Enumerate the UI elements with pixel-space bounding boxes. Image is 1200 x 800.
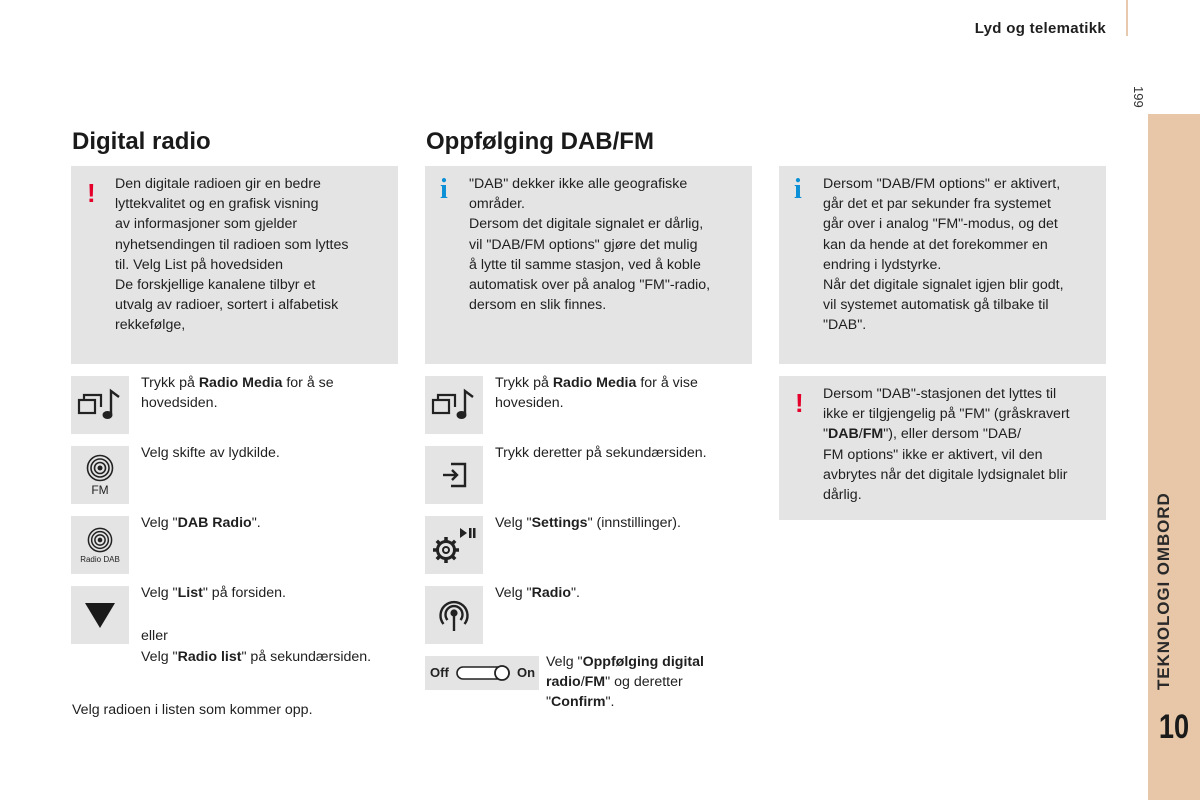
warning-text: Den digitale radioen gir en bedre lyttekvalitet og en grafisk visning av informasjoner som gjelder nyhetsendingen til radioen som lyttes til. Velg List på hovedsiden De forskjellige kanalene tilbyr et utvalg av radioer, sortert i alfabetisk rekkefølge, (115, 176, 349, 334)
step-tile-secondary-page (425, 446, 483, 504)
chapter-tab (1148, 114, 1200, 800)
fm-label: FM (91, 482, 109, 497)
warning-icon: ! (795, 388, 804, 418)
info-box-dab-coverage (425, 166, 752, 364)
step-tile-fm (71, 446, 129, 504)
step-text-settings: Velg "Settings" (innstillinger). (495, 515, 681, 531)
toggle-switch-icon (456, 664, 512, 682)
secondary-page-icon (439, 460, 469, 490)
dab-label: Radio DAB (80, 554, 120, 564)
radio-fm-icon (86, 454, 114, 482)
info-box-dab-fm-options (779, 166, 1106, 364)
step-tile-radio-media (71, 376, 129, 434)
step-text-radio-media: Trykk på Radio Media for å se hovedsiden. (141, 375, 334, 412)
triangle-down-icon (84, 601, 116, 629)
toggle-tile (425, 656, 539, 690)
media-note-icon (75, 385, 125, 425)
step-tile-radio-media-2 (425, 376, 483, 434)
step-text-dab: Velg "DAB Radio". (141, 515, 261, 531)
step-text-radio-list: Velg "Radio list" på sekundærsiden. (141, 649, 372, 665)
step-text-secondary-page: Trykk deretter på sekundærsiden. (495, 445, 707, 461)
warning-icon: ! (87, 178, 96, 208)
page-number: 199 (1131, 86, 1146, 108)
media-note-icon (429, 385, 479, 425)
info-text-coverage: "DAB" dekker ikke alle geografiske områder. Dersom det digitale signalet er dårlig, vil "DAB/FM options" gjøre det mulig å lytte til samme stasjon, ved å koble automatisk over på analog "FM"-radio, dersom en slik finnes. (469, 176, 711, 314)
footer-text: Velg radioen i listen som kommer opp. (72, 702, 313, 718)
heading-digital-radio: Digital radio (72, 128, 211, 155)
step-tile-radio (425, 586, 483, 644)
chapter-label: TEKNOLOGI OMBORD (1154, 492, 1173, 690)
step-text-list: Velg "List" på forsiden. (141, 585, 286, 601)
step-tile-settings (425, 516, 483, 574)
settings-gear-icon (432, 525, 476, 565)
radio-signal-icon (437, 597, 471, 633)
section-title: Lyd og telematikk (974, 20, 1106, 37)
warning-box-digital-radio (71, 166, 398, 364)
warning-box-dab-station (779, 376, 1106, 520)
warning-text-station: Dersom "DAB"-stasjonen det lyttes til ikke er tilgjengelig på "FM" (gråskravert "DAB/FM"), eller dersom "DAB/ FM options" ikke er aktivert, vil den avbrytes når det digitale lydsignalet blir dårlig. (823, 386, 1070, 504)
toggle-on-label: On (517, 665, 536, 680)
toggle-off-label: Off (430, 665, 449, 680)
info-icon: i (440, 174, 448, 205)
step-text-fm: Velg skifte av lydkilde. (141, 445, 280, 461)
or-text: eller (141, 628, 168, 644)
info-text-options: Dersom "DAB/FM options" er aktivert, går det et par sekunder fra systemet går over i analog "FM"-modus, og det kan da hende at det forekommer en endring i lydstyrke. Når det digitale signalet igjen blir godt, vil systemet automatisk gå tilbake til "DAB". (823, 176, 1064, 334)
info-icon: i (794, 174, 802, 205)
radio-dab-icon (87, 527, 113, 553)
step-tile-list (71, 586, 129, 644)
header-divider (1126, 0, 1128, 36)
step-text-toggle: Velg "Oppfølging digital radio/FM" og deretter "Confirm". (546, 654, 704, 711)
heading-dab-fm: Oppfølging DAB/FM (426, 128, 654, 155)
step-text-radio: Velg "Radio". (495, 585, 580, 601)
step-text-radio-media-2: Trykk på Radio Media for å vise hovesiden. (495, 375, 698, 412)
chapter-number: 10 (1158, 708, 1190, 746)
step-tile-dab (71, 516, 129, 574)
